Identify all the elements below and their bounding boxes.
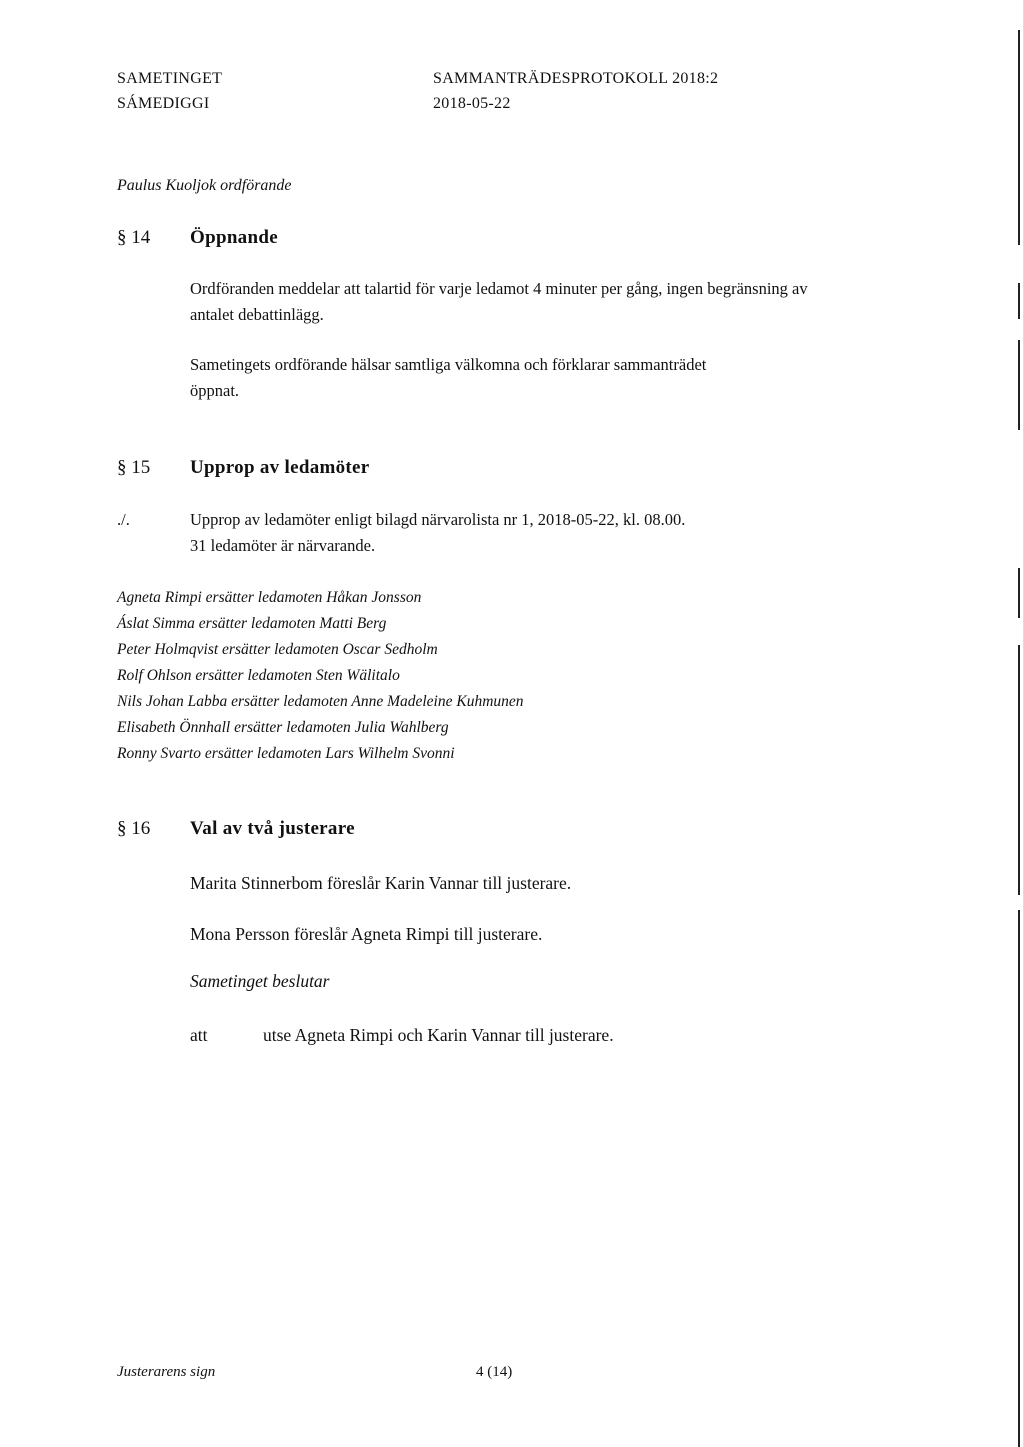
attachment-mark: ./. [117, 510, 130, 529]
section-16-title: Val av två justerare [190, 818, 355, 839]
scan-edge-mark [1018, 568, 1020, 618]
substitute-line: Peter Holmqvist ersätter ledamoten Oscar Sedholm [117, 641, 438, 658]
org-name-swedish: SAMETINGET [117, 70, 223, 87]
section-16-number: § 16 [117, 818, 151, 839]
scan-edge-mark [1018, 645, 1020, 895]
page-number: 4 (14) [476, 1364, 513, 1380]
chair-line: Paulus Kuoljok ordförande [117, 177, 292, 194]
decision-heading: Sametinget beslutar [190, 971, 330, 991]
substitute-line: Elisabeth Önnhall ersätter ledamoten Julia Wahlberg [117, 719, 449, 736]
section-16-proposal-1: Marita Stinnerbom föreslår Karin Vannar till justerare. [190, 873, 572, 893]
substitute-line: Áslat Simma ersätter ledamoten Matti Berg [117, 615, 387, 632]
scan-edge-mark [1018, 283, 1020, 319]
section-14-paragraph-2: Sametingets ordförande hälsar samtliga välkomna och förklarar sammanträdet öppnat. [190, 355, 707, 400]
document-date: 2018-05-22 [433, 95, 511, 112]
section-14-number: § 14 [117, 227, 151, 248]
section-14-paragraph-1: Ordföranden meddelar att talartid för varje ledamot 4 minuter per gång, ingen begränsning av antalet debattinlägg. [190, 279, 808, 324]
decision-text: utse Agneta Rimpi och Karin Vannar till justerare. [263, 1025, 614, 1045]
scan-edge-mark [1018, 910, 1020, 1447]
substitute-line: Rolf Ohlson ersätter ledamoten Sten Wälitalo [117, 667, 400, 684]
scan-edge-mark [1018, 30, 1020, 245]
section-14-title: Öppnande [190, 227, 278, 248]
section-15-title: Upprop av ledamöter [190, 457, 370, 478]
section-15-number: § 15 [117, 457, 151, 478]
substitute-line: Nils Johan Labba ersätter ledamoten Anne Madeleine Kuhmunen [117, 693, 524, 710]
signature-label: Justerarens sign [117, 1364, 216, 1380]
substitute-line: Agneta Rimpi ersätter ledamoten Håkan Jonsson [117, 589, 422, 606]
section-16-proposal-2: Mona Persson föreslår Agneta Rimpi till justerare. [190, 924, 543, 944]
document-title: SAMMANTRÄDESPROTOKOLL 2018:2 [433, 70, 719, 87]
decision-att: att [190, 1025, 208, 1045]
substitute-line: Ronny Svarto ersätter ledamoten Lars Wilhelm Svonni [117, 745, 455, 762]
section-15-line-2: 31 ledamöter är närvarande. [190, 536, 376, 555]
scan-edge-mark [1018, 340, 1020, 430]
substitutes-list [117, 585, 524, 767]
section-15-line-1: Upprop av ledamöter enligt bilagd närvarolista nr 1, 2018-05-22, kl. 08.00. [190, 510, 686, 529]
org-name-sami: SÁMEDIGGI [117, 95, 210, 112]
